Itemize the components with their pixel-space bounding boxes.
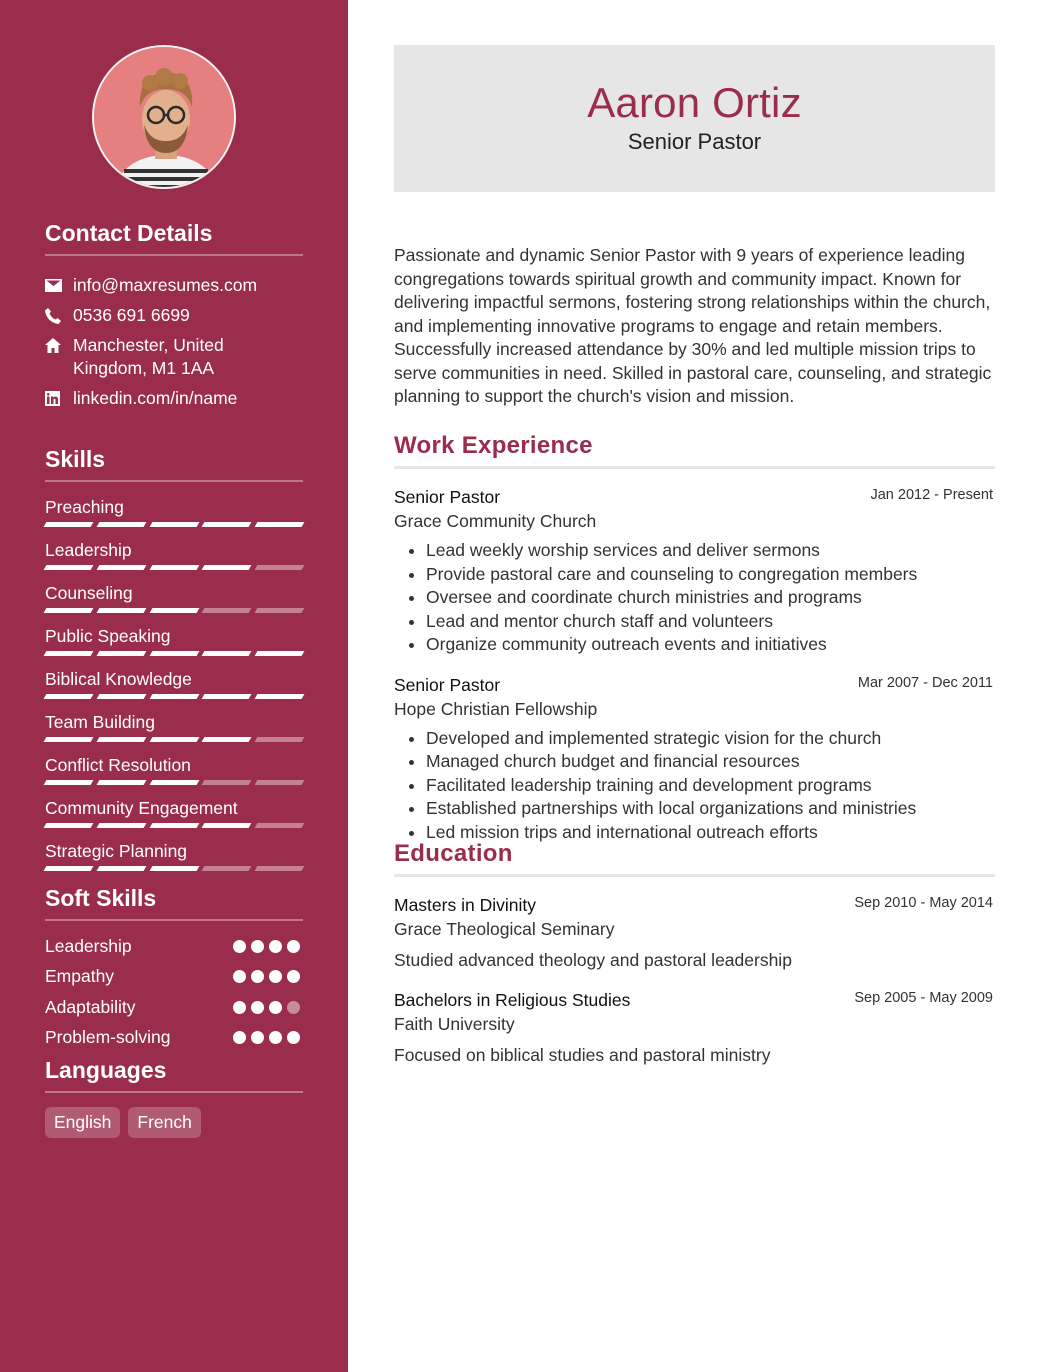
soft-skill-rating [233,940,303,953]
language-badge: French [128,1107,200,1138]
education-description: Focused on biblical studies and pastoral ministry [394,1045,771,1065]
degree-title: Masters in Divinity [394,895,536,915]
skill-level-bar [45,780,303,785]
work-bullet: • Established partnerships with local organizations and ministries [426,797,995,821]
skill-name: Leadership [45,540,132,560]
languages-heading: Languages [45,1057,303,1093]
skill-name: Public Speaking [45,626,171,646]
skill-level-segment [96,608,146,613]
skill-item [45,707,303,750]
work-organization: Hope Christian Fellowship [394,698,598,719]
school-name: Faith University [394,1014,515,1034]
skill-item [45,793,303,836]
skill-level-bar [45,651,303,656]
soft-skill-name: Leadership [45,935,132,956]
skill-level-segment [255,522,305,527]
skills-heading: Skills [45,446,303,482]
skill-level-segment [44,866,94,871]
skill-item [45,535,303,578]
skill-level-segment [202,522,252,527]
rating-dot [233,1001,246,1014]
education-date: Sep 2010 - May 2014 [854,895,993,911]
work-date: Mar 2007 - Dec 2011 [857,674,993,691]
skill-level-bar [45,866,303,871]
skill-level-segment [44,780,94,785]
resume-header [394,45,995,192]
phone-text: 0536 691 6699 [73,305,190,325]
rating-dot [251,1001,264,1014]
skill-level-bar [45,565,303,570]
skill-level-segment [149,823,199,828]
skill-level-bar [45,694,303,699]
work-section [394,432,995,844]
work-bullet: • Managed church budget and financial resources [426,750,995,774]
address-text: Manchester, United Kingdom, M1 1AA [73,335,224,378]
skill-level-segment [149,651,199,656]
skill-level-segment [149,737,199,742]
skill-level-segment [149,522,199,527]
skill-level-segment [44,823,94,828]
rating-dot [233,940,246,953]
skill-level-segment [202,694,252,699]
rating-dot [269,1001,282,1014]
skills-section [45,446,303,879]
profile-photo [92,45,236,189]
skill-level-segment [255,565,305,570]
soft-skill-item [45,962,303,993]
sidebar [0,0,348,1372]
rating-dot [269,940,282,953]
rating-dot [233,970,246,983]
skill-level-segment [202,866,252,871]
rating-dot [251,970,264,983]
skill-level-segment [255,866,305,871]
degree-title: Bachelors in Religious Studies [394,990,631,1010]
skill-level-segment [44,737,94,742]
rating-dot [233,1031,246,1044]
skill-level-segment [149,608,199,613]
skill-level-bar [45,737,303,742]
work-date: Jan 2012 - Present [870,487,993,503]
skill-item [45,664,303,707]
soft-skill-rating [233,970,303,983]
work-entry [394,673,995,845]
languages-section [45,1057,303,1138]
work-bullet: • Organize community outreach events and initiatives [426,633,995,657]
soft-skill-rating [233,1031,303,1044]
skill-name: Strategic Planning [45,841,188,861]
skill-name: Counseling [45,583,133,603]
skill-level-segment [96,737,146,742]
skill-level-segment [149,565,199,570]
skill-level-bar [45,823,303,828]
contact-linkedin[interactable] [45,387,303,410]
work-heading: Work Experience [394,432,995,469]
work-bullet: • Facilitated leadership training and development programs [426,774,995,798]
skill-item [45,621,303,664]
soft-skill-item [45,1023,303,1054]
skill-level-segment [149,694,199,699]
work-bullet: • Lead and mentor church staff and volunteers [426,610,995,634]
work-bullet: • Developed and implemented strategic vision for the church [426,727,995,751]
skill-item [45,578,303,621]
soft-skills-heading: Soft Skills [45,885,303,921]
skill-level-segment [149,866,199,871]
skill-level-segment [96,694,146,699]
skill-level-segment [202,651,252,656]
rating-dot [287,970,300,983]
rating-dot [287,940,300,953]
skill-level-bar [45,608,303,613]
work-bullet: • Provide pastoral care and counseling to congregation members [426,563,995,587]
skill-name: Preaching [45,497,124,517]
linkedin-icon [45,387,73,410]
skill-level-segment [255,823,305,828]
education-entry [394,988,995,1067]
skill-level-segment [202,608,252,613]
contact-email[interactable] [45,274,303,297]
soft-skill-name: Empathy [45,966,115,987]
work-bullets [394,727,995,845]
skill-level-segment [96,651,146,656]
linkedin-text: linkedin.com/in/name [73,388,238,408]
work-bullet: • Oversee and coordinate church ministries and programs [426,586,995,610]
skill-item [45,492,303,535]
work-entry [394,485,995,657]
skill-level-segment [149,780,199,785]
skill-level-segment [96,565,146,570]
skill-level-segment [255,608,305,613]
skill-level-segment [44,608,94,613]
email-text: info@maxresumes.com [73,275,258,295]
rating-dot [269,970,282,983]
skill-level-segment [255,694,305,699]
contact-address [45,334,303,380]
skill-level-bar [45,522,303,527]
work-bullet: • Led mission trips and international outreach efforts [426,821,995,845]
rating-dot [269,1031,282,1044]
work-bullet: • Lead weekly worship services and deliver sermons [426,539,995,563]
contact-section [45,220,303,417]
skill-level-segment [96,522,146,527]
school-name: Grace Theological Seminary [394,919,615,939]
contact-heading: Contact Details [45,220,303,256]
skill-name: Conflict Resolution [45,755,191,775]
skill-level-segment [202,565,252,570]
skill-level-segment [255,780,305,785]
skill-name: Community Engagement [45,798,238,818]
soft-skill-item [45,992,303,1023]
work-title: Senior Pastor [394,487,501,507]
skill-level-segment [96,780,146,785]
rating-dot [251,1031,264,1044]
home-icon [45,334,73,357]
soft-skills-section [45,885,303,1053]
rating-dot [287,1031,300,1044]
skill-name: Biblical Knowledge [45,669,192,689]
work-title: Senior Pastor [394,674,501,695]
skill-item [45,750,303,793]
skill-level-segment [255,737,305,742]
education-heading: Education [394,840,995,877]
soft-skill-rating [233,1001,303,1014]
skill-level-segment [44,651,94,656]
skill-level-segment [96,866,146,871]
education-entry [394,893,995,972]
skill-item [45,836,303,879]
language-badge: English [45,1107,120,1138]
rating-dot [287,1001,300,1014]
skill-name: Team Building [45,712,155,732]
education-description: Studied advanced theology and pastoral leadership [394,950,792,970]
skill-level-segment [44,522,94,527]
soft-skill-name: Problem-solving [45,1027,171,1048]
work-organization: Grace Community Church [394,511,597,531]
skill-level-segment [202,737,252,742]
skill-level-segment [202,823,252,828]
work-bullets [394,539,995,657]
phone-icon [45,304,73,327]
rating-dot [251,940,264,953]
envelope-icon [45,274,73,297]
skill-level-segment [44,694,94,699]
skill-level-segment [255,651,305,656]
profile-summary: Passionate and dynamic Senior Pastor with 9 years of experience leading congregations towards spiritual growth and community impact. Known for delivering impactful sermons, fostering strong relationships within the church, and implementing innovative programs to engage and retain members. Successfully increased attendance by 30% and led multiple mission trips to serve communities in need. Skilled in pastoral care, counseling, and strategic planning to support the church's vision and mission. [394,245,992,406]
soft-skill-item [45,931,303,962]
contact-phone[interactable] [45,304,303,327]
job-title: Senior Pastor [627,129,762,154]
skill-level-segment [202,780,252,785]
education-date: Sep 2005 - May 2009 [854,990,993,1006]
candidate-name: Aaron Ortiz [587,79,802,126]
soft-skill-name: Adaptability [45,996,136,1017]
skill-level-segment [96,823,146,828]
skill-level-segment [44,565,94,570]
education-section [394,840,995,1067]
